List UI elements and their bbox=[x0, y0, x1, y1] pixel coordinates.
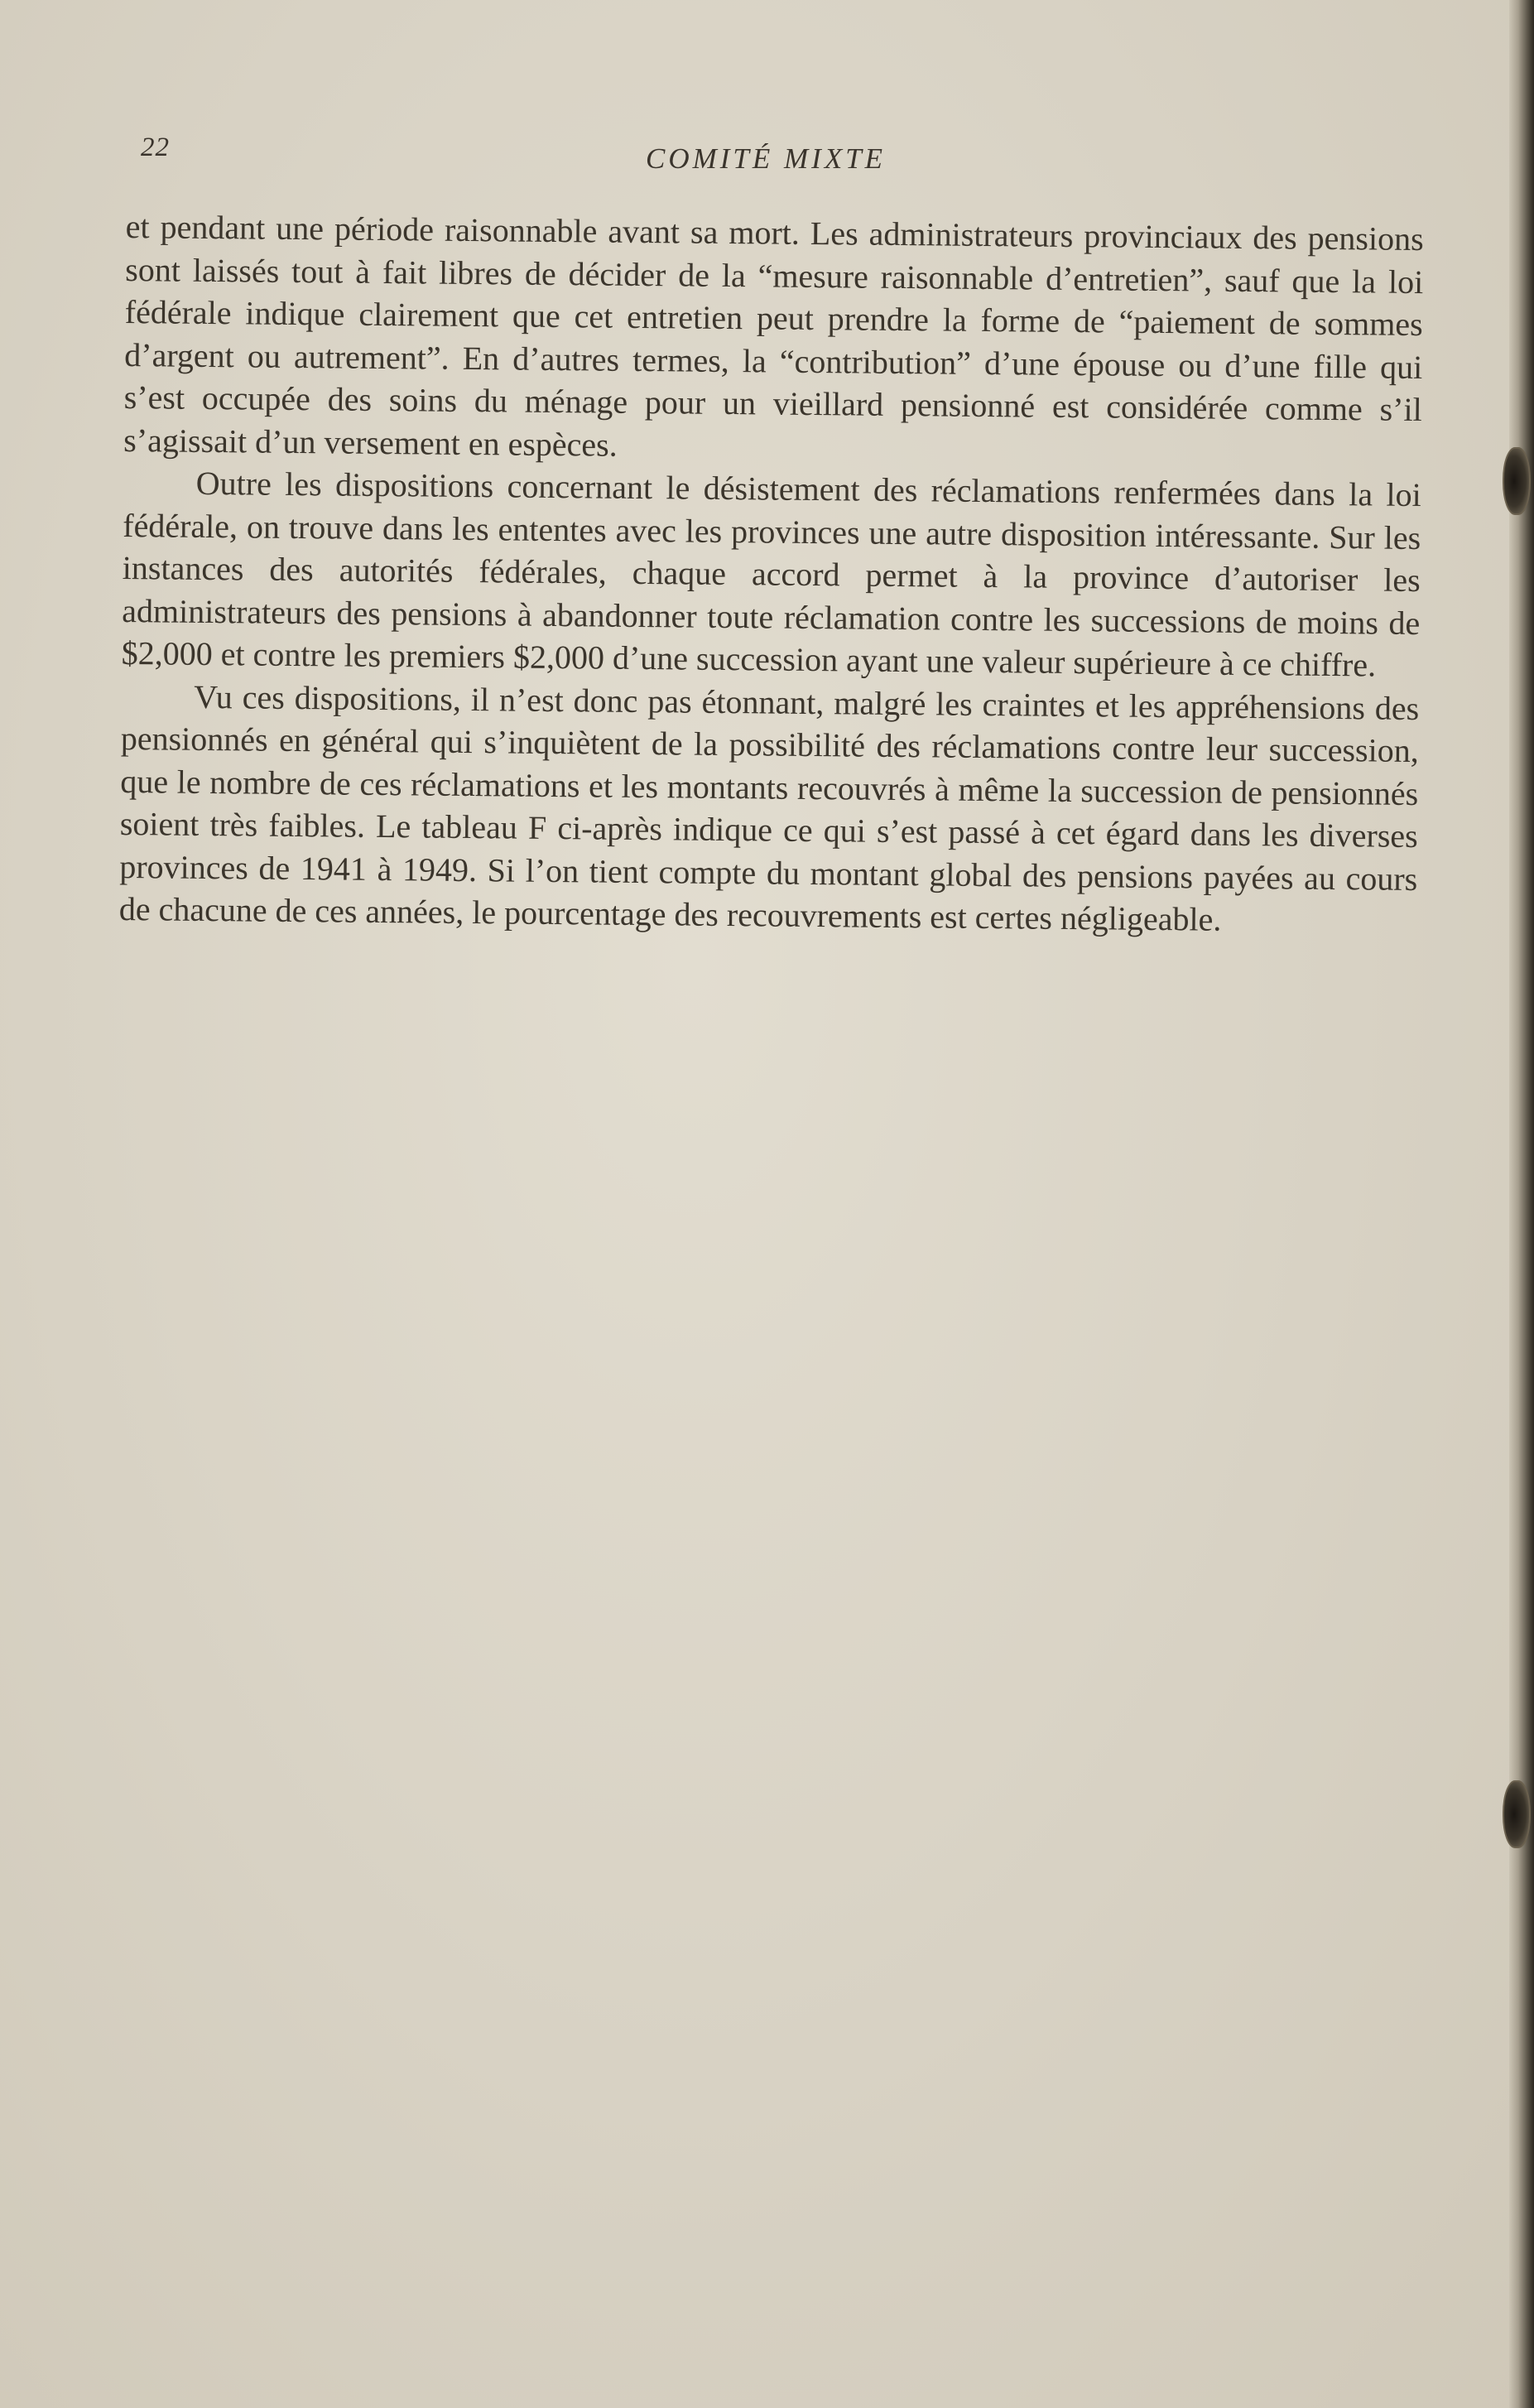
page-number: 22 bbox=[141, 132, 170, 162]
running-title: COMITÉ MIXTE bbox=[646, 142, 887, 175]
page-header bbox=[141, 132, 1416, 182]
paragraph-1: et pendant une période raisonnable avant sa mort. Les administrateurs provinciaux des pensions sont laissés tout à fait libres de décider de la “mesure raisonnable d’entretien”, sauf que la loi fédérale indique clairement que cet entretien peut prendre la forme de “paiement de sommes d’argent ou autrement”. En d’autres termes, la “contribution” d’une épouse ou d’une fille qui s’est occupée des soins du ménage pour un vieillard pensionné est considérée comme s’il s’agissait d’un versement en espèces. bbox=[123, 207, 1424, 464]
binding-hole-top bbox=[1503, 447, 1531, 515]
binding-hole-bottom bbox=[1503, 1780, 1531, 1848]
body-text bbox=[119, 205, 1424, 943]
binding-edge bbox=[1509, 0, 1534, 2408]
paragraph-2: Outre les dispositions concernant le désistement des réclamations renfermées dans la loi fédérale, on trouve dans les ententes avec les provinces une autre disposition intéressante. Sur les instances des autorités fédérales, chaque accord permet à la province d’autoriser les administrateurs des pensions à abandonner toute réclamation contre les successions de moins de $2,000 et contre les premiers $2,000 d’une succession ayant une valeur supérieure à ce chiffre. bbox=[121, 464, 1421, 684]
paragraph-3: Vu ces dispositions, il n’est donc pas étonnant, malgré les craintes et les appréhensions des pensionnés en général qui s’inquiètent de la possibilité des réclamations contre leur succession, que le nombre de ces réclamations et les montants recouvrés à même la succession de pensionnés soient très faibles. Le tableau F ci-après indique ce qui s’est passé à cet égard dans les diverses provinces de 1941 à 1949. Si l’on tient compte du montant global des pensions payées au cours de chacune de ces années, le pourcentage des recouvrements est certes négligeable. bbox=[118, 677, 1420, 938]
